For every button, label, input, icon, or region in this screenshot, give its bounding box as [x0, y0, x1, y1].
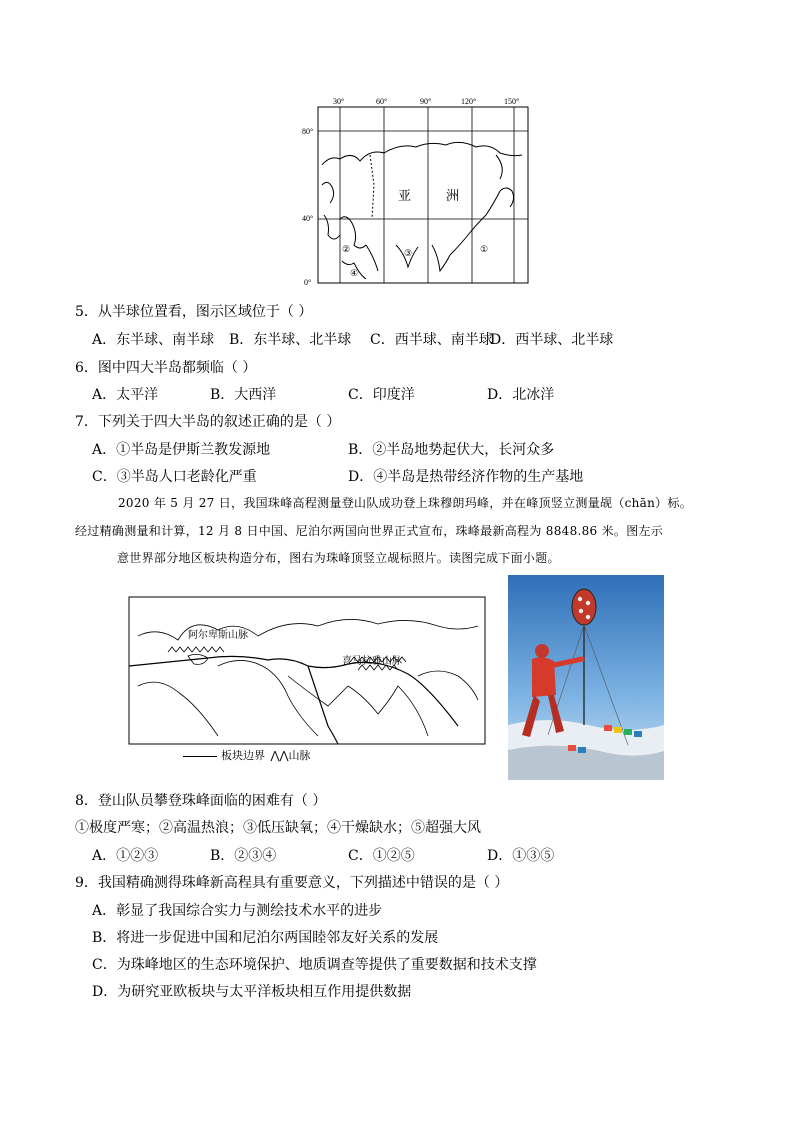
q8-option-c[interactable]: C．①②⑤: [348, 848, 415, 864]
q7-option-b[interactable]: B．②半岛地势起伏大，长河众多: [348, 442, 555, 458]
q8-option-d[interactable]: D．①③⑤: [487, 848, 555, 864]
q7-option-d[interactable]: D．④半岛是热带经济作物的生产基地: [348, 469, 584, 485]
q6-option-d[interactable]: D．北冰洋: [487, 387, 555, 403]
q6-option-a[interactable]: A．太平洋: [92, 387, 159, 403]
q6-option-c[interactable]: C．印度洋: [348, 387, 415, 403]
q8-option-b[interactable]: B．②③④: [210, 848, 277, 864]
passage-line-2: 经过精确测量和计算，12 月 8 日中国、尼泊尔两国向世界正式宣布，珠峰最新高程为 8848.86 米。图左示: [75, 524, 664, 538]
lon-tick-30: 30°: [333, 97, 345, 106]
himalaya-label: 喜马拉雅山脉: [342, 656, 402, 667]
lon-tick-60: 60°: [376, 97, 388, 106]
lat-tick-80: 80°: [302, 127, 314, 136]
q5-option-d[interactable]: D．西半球、北半球: [490, 332, 614, 348]
q9-option-a[interactable]: A．彰显了我国综合实力与测绘技术水平的进步: [92, 903, 383, 919]
region-label-ya: 亚: [398, 189, 412, 204]
everest-summit-photo: [508, 575, 664, 780]
question-9-stem: 9．我国精确测得珠峰新高程具有重要意义，下列描述中错误的是（ ）: [75, 875, 509, 891]
legend-boundary-label: 板块边界: [221, 749, 265, 762]
lon-tick-90: 90°: [420, 97, 432, 106]
q5-option-c[interactable]: C．西半球、南半球: [370, 332, 493, 348]
lat-tick-0: 0°: [304, 278, 312, 287]
q7-option-c[interactable]: C．③半岛人口老龄化严重: [92, 469, 257, 485]
region-label-zhou: 洲: [446, 189, 460, 204]
q5-option-b[interactable]: B．东半球、北半球: [229, 332, 352, 348]
lon-tick-150: 150°: [504, 97, 520, 106]
q9-option-d[interactable]: D．为研究亚欧板块与太平洋板块相互作用提供数据: [92, 984, 412, 1000]
marker-3: ③: [404, 249, 413, 259]
question-8-items: ①极度严寒；②高温热浪；③低压缺氧；④干燥缺水；⑤超强大风: [75, 820, 481, 836]
q9-option-b[interactable]: B．将进一步促进中国和尼泊尔两国睦邻友好关系的发展: [92, 930, 439, 946]
legend-mountain-label: 山脉: [288, 749, 311, 762]
question-6-stem: 6．图中四大半岛都频临（ ）: [75, 360, 257, 376]
marker-1: ①: [480, 245, 489, 255]
boundary-line-icon: [183, 756, 217, 757]
question-5-stem: 5．从半球位置看，图示区域位于（ ）: [75, 304, 313, 320]
passage-line-1: 2020 年 5 月 27 日，我国珠峰高程测量登山队成功登上珠穆朗玛峰，并在峰顶竖立测量觇（chān）标。: [118, 496, 693, 510]
q9-option-c[interactable]: C．为珠峰地区的生态环境保护、地质调查等提供了重要数据和技术支撑: [92, 957, 537, 973]
passage-line-3: 意世界部分地区板块构造分布，图右为珠峰顶竖立觇标照片。读图完成下面小题。: [117, 551, 560, 565]
q8-option-a[interactable]: A．①②③: [92, 848, 159, 864]
q5-option-a[interactable]: A．东半球、南半球: [92, 332, 215, 348]
q7-option-a[interactable]: A．①半岛是伊斯兰教发源地: [92, 442, 271, 458]
lat-tick-40: 40°: [302, 214, 314, 223]
plate-map: [128, 596, 486, 746]
marker-4: ④: [350, 269, 359, 279]
plate-map-legend: [183, 747, 311, 763]
lon-tick-120: 120°: [461, 97, 477, 106]
question-8-stem: 8．登山队员攀登珠峰面临的困难有（ ）: [75, 793, 327, 809]
question-7-stem: 7．下列关于四大半岛的叙述正确的是（ ）: [75, 414, 341, 430]
marker-2: ②: [342, 245, 351, 255]
mountain-icon: ⋀⋀: [270, 749, 289, 762]
alps-label: 阿尔卑斯山脉: [188, 630, 248, 641]
asia-map: [300, 95, 535, 295]
q6-option-b[interactable]: B．大西洋: [210, 387, 277, 403]
